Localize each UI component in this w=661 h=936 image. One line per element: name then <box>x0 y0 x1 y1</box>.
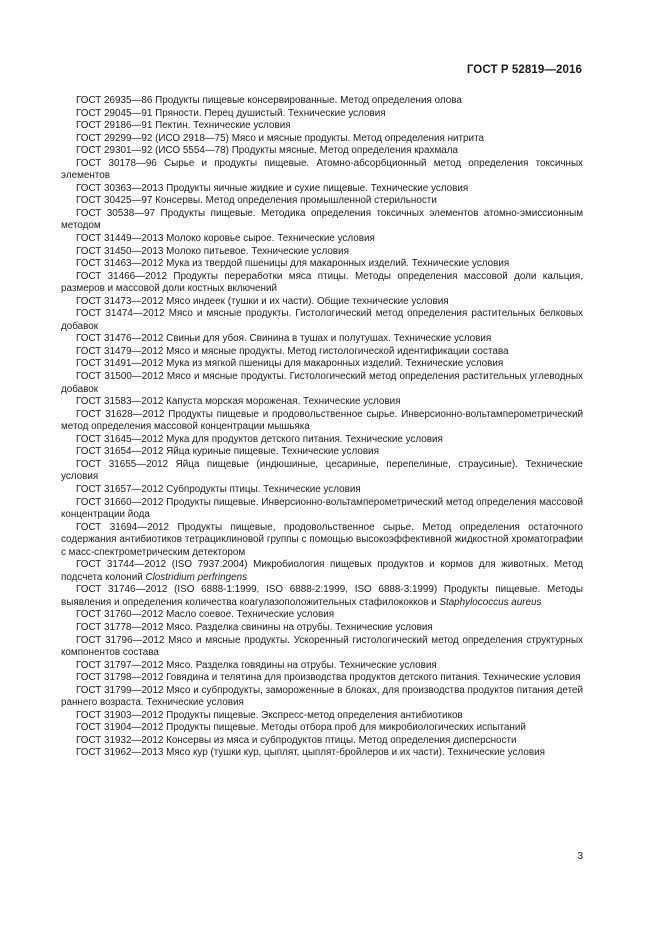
list-item: ГОСТ 31657—2012 Субпродукты птицы. Технические условия <box>76 483 361 495</box>
list-item: ГОСТ 29045—91 Пряности. Перец душистый. Технические условия <box>76 107 386 119</box>
list-item-text: ГОСТ 31746—2012 (ISO 6888-1:1999, ISO 6888-2:1999, ISO 6888-3:1999) Продукты пищевые. Методы выявления и определения количества коагулазоположительных стафилококков и <box>61 584 583 608</box>
list-item: ГОСТ 31449—2013 Молоко коровье сырое. Технические условия <box>76 233 375 245</box>
list-item: ГОСТ 31628—2012 Продукты пищевые и продовольственное сырье. Инверсионно-вольтамперометрический метод определения массовой концентрации мышьяка <box>61 408 583 433</box>
list-item: ГОСТ 31655—2012 Яйца пищевые (индюшиные, цесариные, перепелиные, страусиные). Технические условия <box>61 458 583 483</box>
list-item: ГОСТ 31962—2013 Мясо кур (тушки кур, цыплят, цыплят-бройлеров и их части). Технические условия <box>76 747 545 759</box>
list-item: ГОСТ 31799—2012 Мясо и субпродукты, замороженные в блоках, для производства продуктов питания детей раннего возраста. Технические условия <box>61 684 583 709</box>
list-item: ГОСТ 31583—2012 Капуста морская мороженая. Технические условия <box>76 396 401 408</box>
list-item: ГОСТ 31760—2012 Масло соевое. Технические условия <box>76 609 335 621</box>
list-item: ГОСТ 30178—96 Сырье и продукты пищевые. Атомно-абсорбционный метод определения токсичных элементов <box>61 157 583 182</box>
list-item: ГОСТ 31466—2012 Продукты переработки мяса птицы. Методы определения массовой доли кальция, размеров и массовой доли костных включений <box>61 270 583 295</box>
document-code: ГОСТ Р 52819—2016 <box>466 64 582 76</box>
list-item: ГОСТ 31473—2012 Мясо индеек (тушки и их части). Общие технические условия <box>76 295 449 307</box>
list-item: ГОСТ 31778—2012 Мясо. Разделка свинины на отрубы. Технические условия <box>76 621 433 633</box>
list-item: ГОСТ 31479—2012 Мясо и мясные продукты. Метод гистологической идентификации состава <box>76 345 509 357</box>
list-item: ГОСТ 31660—2012 Продукты пищевые. Инверсионно-вольтамперометрический метод определения массовой концентрации йода <box>61 496 583 521</box>
list-item: ГОСТ 30363—2013 Продукты яичные жидкие и сухие пищевые. Технические условия <box>76 182 469 194</box>
list-item <box>61 559 583 584</box>
list-item: ГОСТ 30425—97 Консервы. Метод определения промышленной стерильности <box>76 195 437 207</box>
normative-references-list <box>61 95 583 760</box>
list-item: ГОСТ 31645—2012 Мука для продуктов детского питания. Технические условия <box>76 433 443 445</box>
italic-term: Staphylococcus aureus <box>439 596 542 608</box>
list-item: ГОСТ 31500—2012 Мясо и мясные продукты. Гистологический метод определения растительных углеводных добавок <box>61 371 583 395</box>
list-item: ГОСТ 31797—2012 Мясо. Разделка говядины на отрубы. Технические условия <box>76 659 437 671</box>
list-item-text: ГОСТ 31744—2012 (ISO 7937:2004) Микробиология пищевых продуктов и кормов для животных. Метод подсчета колоний <box>61 559 583 583</box>
list-item: ГОСТ 31491—2012 Мука из мягкой пшеницы для макаронных изделий. Технические условия <box>76 358 504 370</box>
list-item: ГОСТ 29301—92 (ИСО 5554—78) Продукты мясные. Метод определения крахмала <box>76 145 458 157</box>
list-item: ГОСТ 29186—91 Пектин. Технические условия <box>76 120 291 132</box>
list-item: ГОСТ 26935—86 Продукты пищевые консервированные. Метод определения олова <box>76 95 462 106</box>
list-item: ГОСТ 31474—2012 Мясо и мясные продукты. Гистологический метод определения растительных белковых добавок <box>61 308 583 332</box>
list-item: ГОСТ 30538—97 Продукты пищевые. Методика определения токсичных элементов атомно-эмиссионным методом <box>61 207 583 232</box>
list-item: ГОСТ 31654—2012 Яйца куриные пищевые. Технические условия <box>76 446 379 458</box>
list-item: ГОСТ 31903—2012 Продукты пищевые. Экспресс-метод определения антибиотиков <box>76 709 463 721</box>
list-item: ГОСТ 31450—2013 Молоко питьевое. Технические условия <box>76 245 349 257</box>
list-item: ГОСТ 31476—2012 Свиньи для убоя. Свинина в тушах и полутушах. Технические условия <box>76 333 492 345</box>
italic-term: Clostridium perfringens <box>145 571 248 583</box>
list-item: ГОСТ 31463—2012 Мука из твердой пшеницы для макаронных изделий. Технические условия <box>76 258 510 270</box>
list-item: ГОСТ 29299—92 (ИСО 2918—75) Мясо и мясные продукты. Метод определения нитрита <box>76 132 484 144</box>
list-item: ГОСТ 31904—2012 Продукты пищевые. Методы отбора проб для микробиологических испытаний <box>76 722 526 734</box>
list-item: ГОСТ 31796—2012 Мясо и мясные продукты. Ускоренный гистологический метод определения структурных компонентов состава <box>61 634 583 659</box>
list-item: ГОСТ 31694—2012 Продукты пищевые, продовольственное сырье. Метод определения остаточного содержания антибиотиков тетрациклиновой группы с помощью высокоэффективной жидкостной хроматографии с масс-спектрометрическим детектором <box>61 521 583 558</box>
list-item: ГОСТ 31932—2012 Консервы из мяса и субпродуктов птицы. Метод определения дисперсности <box>76 734 517 746</box>
page-number: 3 <box>577 851 583 862</box>
list-item: ГОСТ 31798—2012 Говядина и телятина для производства продуктов детского питания. Технические условия <box>76 672 581 684</box>
list-item <box>61 584 583 609</box>
